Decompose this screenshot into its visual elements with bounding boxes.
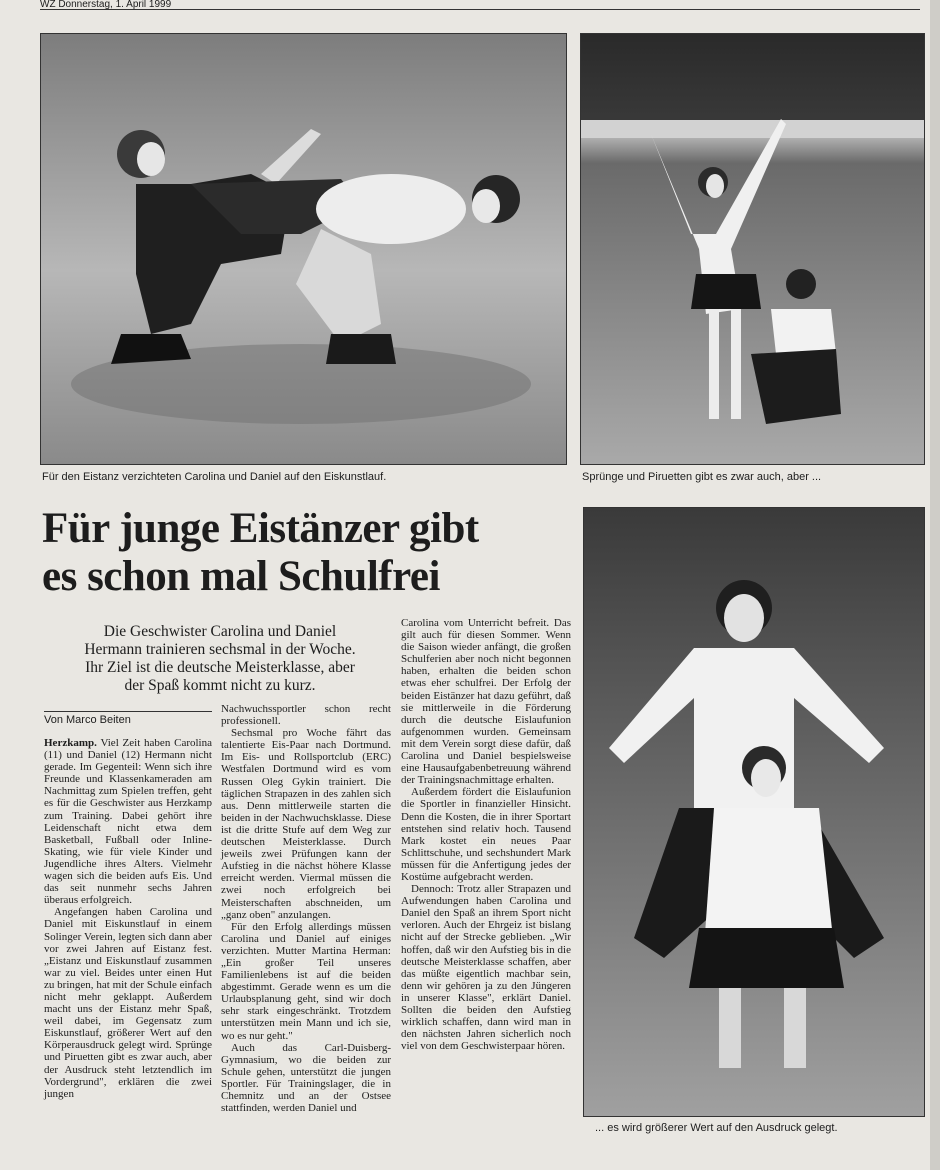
paragraph: Angefangen haben Carolina und Daniel mit Eiskunstlauf in einem Solinger Verein, legten sich dann aber vor zwei Jahren auf Eistanz fest. „Eistanz und Eiskunstlauf zusammen war zu viel. Beides unter einen Hut zu bringen, hat mit der Schule einfach nicht mehr geklappt. Außerdem macht uns der Eistanz mehr Spaß, weil dabei, im Gegensatz zum Eiskunstlauf, größerer Wert auf den Körperausdruck gelegt wird. Sprünge und Piruetten gibt es zwar auch, aber der Ausdruck steht letztendlich im Vordergrund", erklären die zwei jungen: [44, 906, 212, 1100]
paragraph: Sechsmal pro Woche fährt das talentierte Eis-Paar nach Dortmund. Im Eis- und Rollsportclub (ERC) Westfalen Dortmund wird es vom Russen Oleg Gykin trainiert. Die täglichen Strapazen in des zahlen sich aus. Denn mittlerweile starten die beiden in der Nachwuchsklasse. Diese ist die dritte Stufe auf dem Weg zur deutschen Meisterklasse. Durch jeweils zwei Prüfungen kann der Aufstieg in die nächst höhere Klasse erreicht werden. Viermal müssen die zwei noch erfolgreich bei Meisterschaften abschneiden, um „ganz oben" anzulangen.: [221, 727, 391, 921]
paragraph: Für den Erfolg allerdings müssen Carolina und Daniel auf einiges verzichten. Mutter Martina Herman: „Ein großer Teil unseres Familienlebens ist auf die beiden abgestimmt. Gerade wenn es um die Urlaubsplanung geht, sind wir doch sehr stark eingeschränkt. Trotzdem unterstützen mein Mann und ich sie, wo es nur geht.": [221, 920, 391, 1042]
headline-line-2: es schon mal Schulfrei: [42, 553, 440, 600]
headline-line-1: Für junge Eistänzer gibt: [42, 505, 479, 552]
article-byline: Von Marco Beiten: [44, 711, 212, 727]
newspaper-header: WZ Donnerstag, 1. April 1999: [40, 0, 920, 10]
article-column-3: [401, 617, 571, 1052]
paragraph: Dennoch: Trotz aller Strapazen und Aufwendungen haben Carolina und Daniel den Spaß an ihrem Sport nicht verloren. Auch der Ehrgeiz ist bislang nicht auf der Strecke geblieben. „Wir hoffen, daß wir den Aufstieg bis in die deutsche Meisterklasse schaffen, aber das müßte eigentlich machbar sein, denn wir gehören ja zu den Jüngeren in unserer Klasse", erklärt Daniel. Sollten die beiden den Aufstieg wirklich schaffen, dann wird man in den nächsten Jahren sicherlich noch viel von dem Geschwisterpaar hören.: [401, 883, 571, 1053]
paragraph: Auch das Carl-Duisberg-Gymnasium, wo die beiden zur Schule gehen, unterstützt die jungen Sportler. Für Trainingslager, die in Chemnitz und an der Ostsee stattfinden, werden Daniel und: [221, 1041, 391, 1115]
article-headline: [42, 505, 572, 601]
photo-eistanz-pair: [40, 33, 567, 465]
caption-ausdruck: ... es wird größerer Wert auf den Ausdruck gelegt.: [595, 1122, 838, 1134]
teaser-line: der Spaß kommt nicht zu kurz.: [124, 677, 316, 694]
eistanz-pair-image: [41, 34, 566, 464]
article-column-1: [44, 737, 212, 1100]
photo-spruenge: [580, 33, 925, 465]
paragraph: Carolina vom Unterricht befreit. Das gilt auch für diesen Sommer. Wenn die Saison wieder anfängt, die großen Schulferien aber noch nicht begonnen haben, erhalten die beiden schon etwas eher schulfrei. Der Erfolg der beiden Eistänzer hat dazu geführt, daß sie mittlerweile in die Förderung durch die deutsche Eislaufunion aufgenommen wurden. Gemeinsam mit dem Verein sorgt diese dafür, daß Carolina und Daniel bespielsweise eine Hausaufgabenbetreuung während der Trainingsnachmittage erhalten.: [401, 617, 571, 787]
paragraph-text: Viel Zeit haben Carolina (11) und Daniel (12) Hermann nicht gerade. Im Gegenteil: Wenn sich ihre Freunde und Klassenkameraden am Nachmittag zum Spielen treffen, geht es für die Geschwister aus Herzkamp zum Training. Dabei gehört ihre Leidenschaft nicht etwa dem Basketball, Fußball oder Inline-Skating, wie für viele Kinder und Jugendliche ihres Alters. Vielmehr wagen sich die beiden aufs Eis. Und das seit nunmehr sechs Jahren überaus erfolgreich.: [44, 737, 212, 907]
ausdruck-image: [584, 508, 924, 1116]
caption-spruenge: Sprünge und Piruetten gibt es zwar auch, aber ...: [582, 471, 822, 483]
spruenge-image: [581, 34, 924, 464]
page-edge: [930, 0, 940, 1170]
photo-ausdruck: [583, 507, 925, 1117]
teaser-line: Ihr Ziel ist die deutsche Meisterklasse, aber: [85, 659, 355, 676]
paragraph: Nachwuchssportler schon recht professionell.: [221, 703, 391, 728]
caption-eistanz-pair: Für den Eistanz verzichteten Carolina und Daniel auf den Eiskunstlauf.: [42, 471, 387, 483]
teaser-line: Hermann trainieren sechsmal in der Woche.: [84, 641, 356, 658]
article-teaser: [50, 623, 390, 695]
article-column-2: [221, 703, 391, 1114]
paragraph: [44, 737, 212, 906]
teaser-line: Die Geschwister Carolina und Daniel: [103, 623, 337, 640]
paragraph: Außerdem fördert die Eislaufunion die Sportler in finanzieller Hinsicht. Denn die Kosten, die in ihrer Sportart entstehen sind relativ hoch. Tausend Mark kostet ein neues Paar Schlittschuhe, und sechshundert Mark müssen für die Anfertigung jedes der Kostüme aufgebracht werden.: [401, 786, 571, 883]
dateline: Herzkamp.: [44, 737, 97, 749]
